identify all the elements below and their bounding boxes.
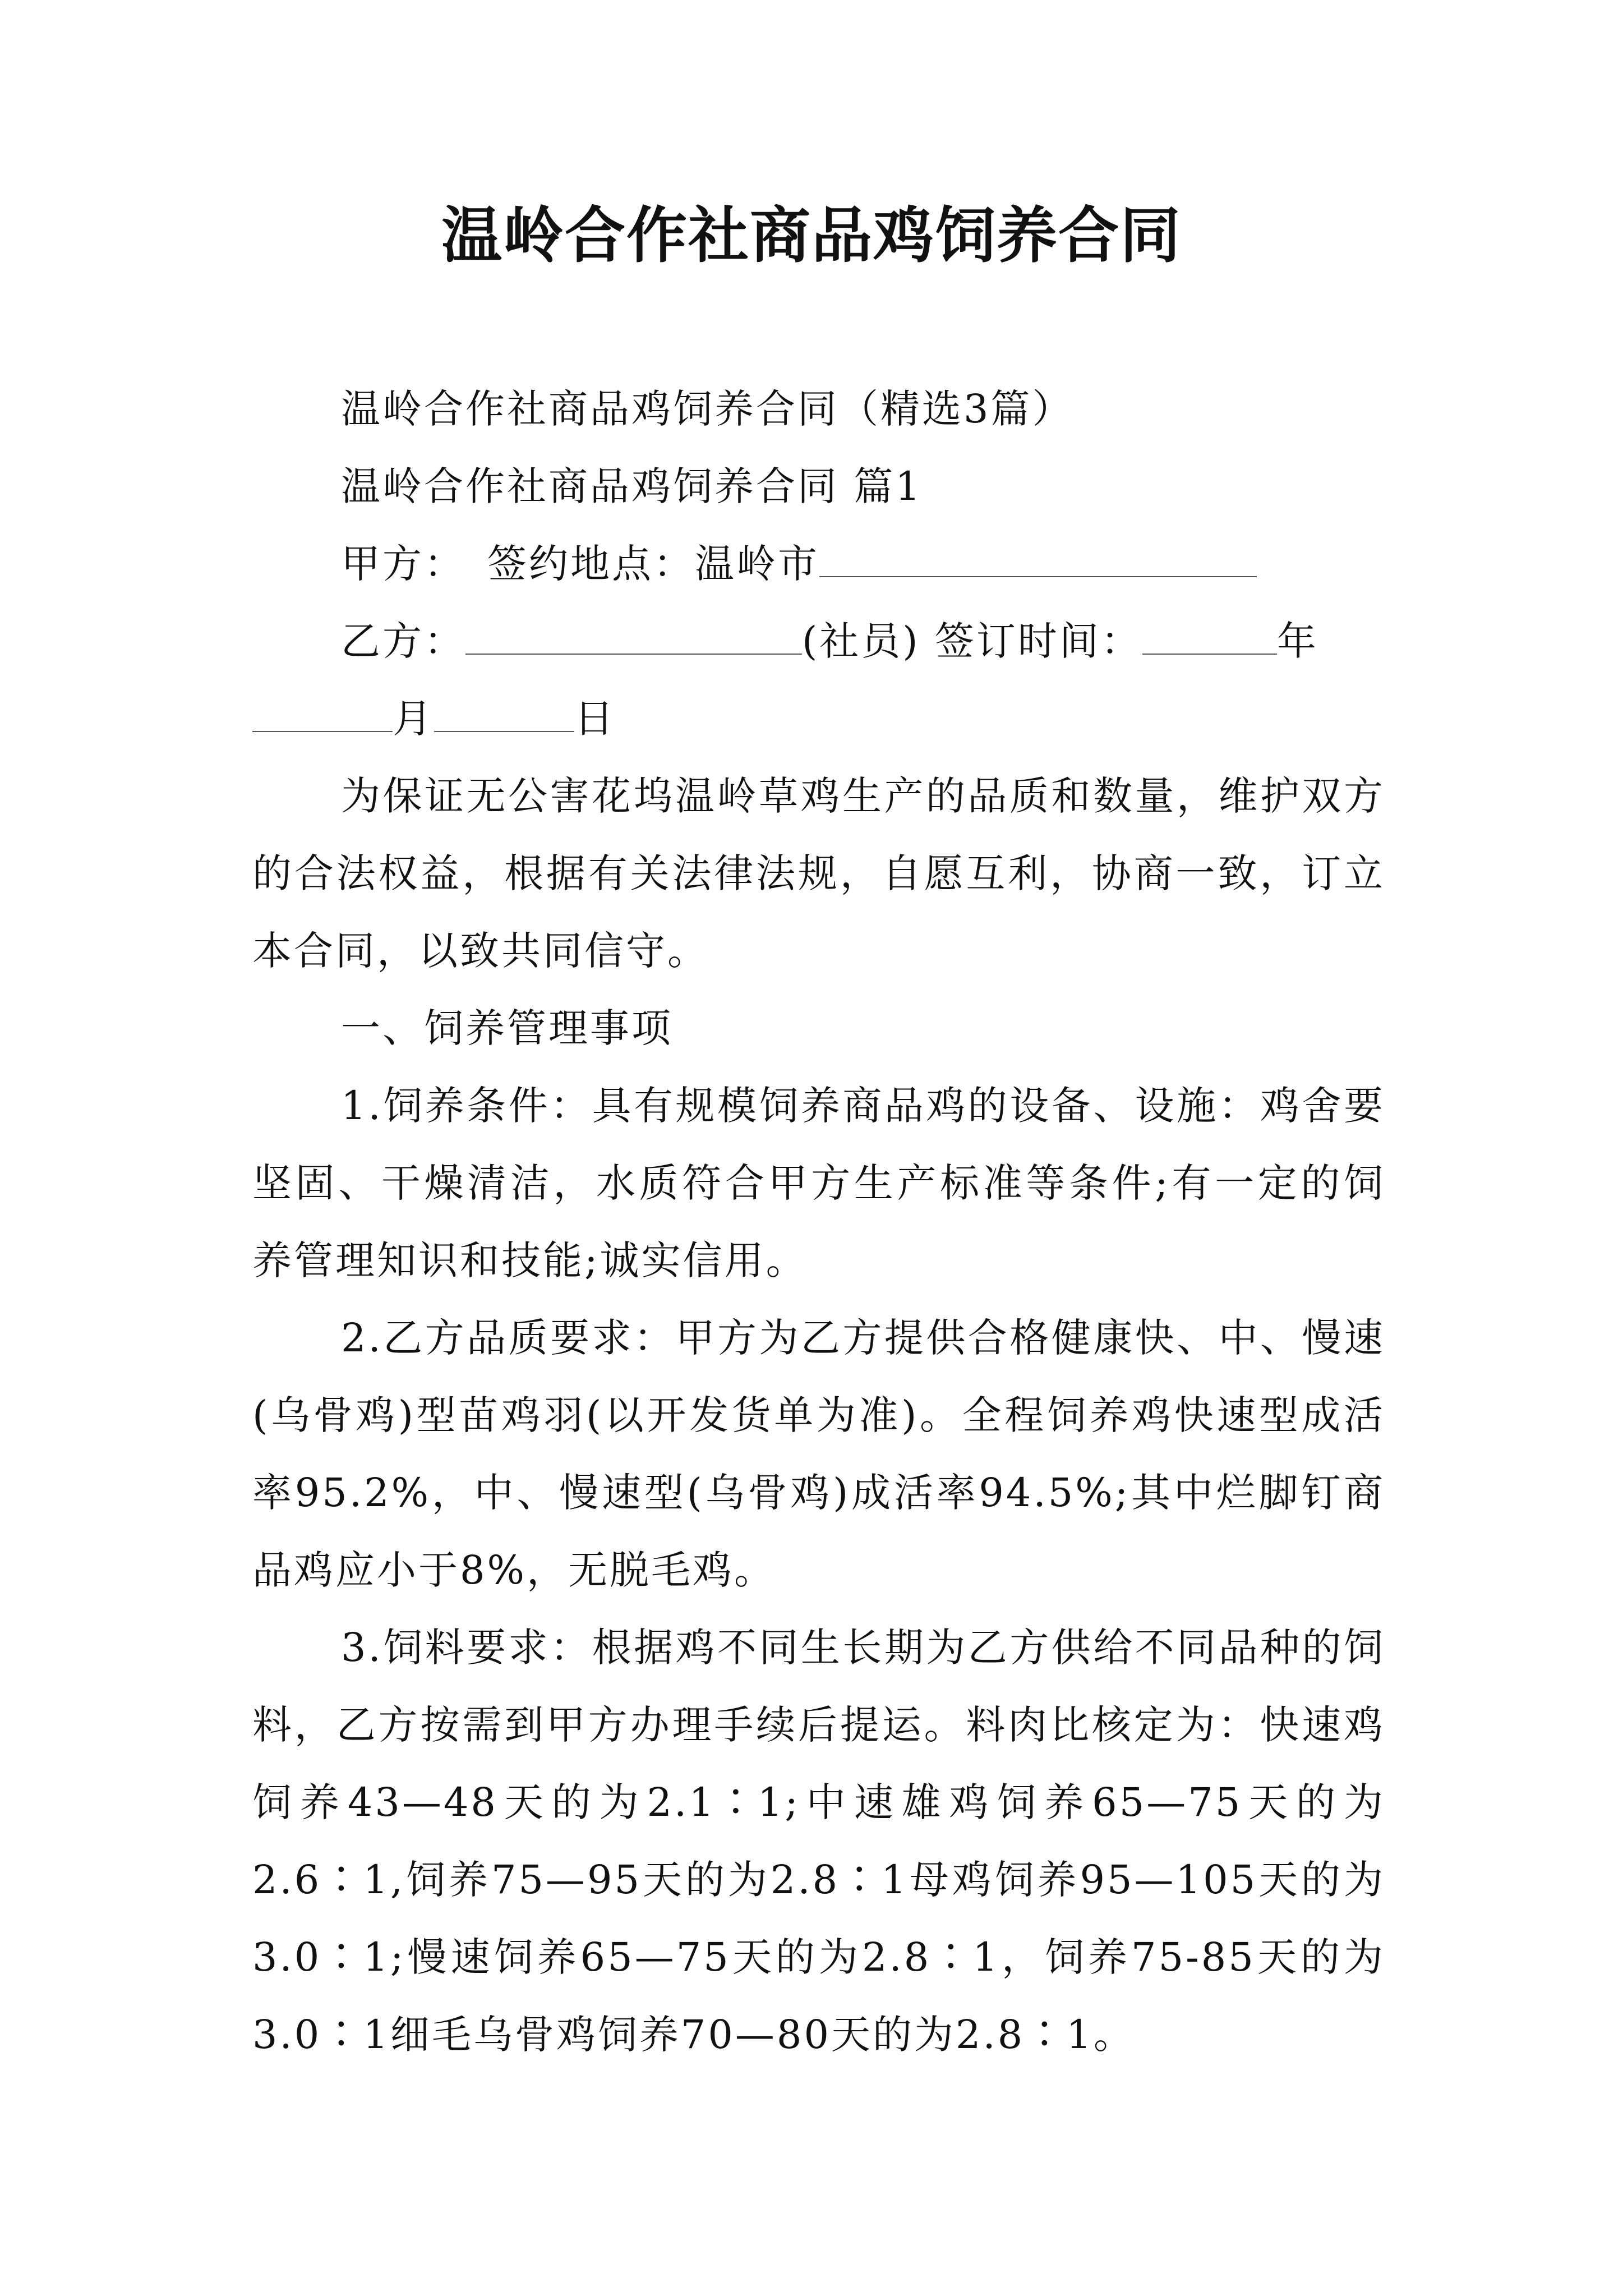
- party-a-line: [252, 525, 1385, 602]
- member-label: (社员) 签订时间：: [802, 618, 1142, 664]
- document-title: 温岭合作社商品鸡饲养合同: [441, 200, 1182, 271]
- party-b-blank: [465, 621, 802, 655]
- day-blank: [434, 698, 574, 732]
- party-a-label: 甲方：: [341, 541, 446, 587]
- month-blank: [252, 698, 393, 732]
- day-label: 日: [574, 696, 616, 742]
- party-b-label: 乙方：: [341, 618, 465, 664]
- month-label: 月: [393, 696, 434, 742]
- sign-place-blank: [819, 544, 1257, 577]
- subtitle: 温岭合作社商品鸡饲养合同（精选3篇）: [341, 386, 1074, 432]
- section-heading: 温岭合作社商品鸡饲养合同 篇1: [341, 463, 923, 509]
- year-label: 年: [1276, 618, 1318, 664]
- clause-2-quality-requirements: 2.乙方品质要求：甲方为乙方提供合格健康快、中、慢速(乌骨鸡)型苗鸡羽(以开发货单为准)。全程饲养鸡快速型成活率95.2%，中、慢速型(乌骨鸡)成活率94.5%;其中烂脚钉商品鸡应小于8%，无脱毛鸡。: [252, 1315, 1385, 1593]
- heading-feeding-management: 一、饲养管理事项: [341, 1005, 673, 1051]
- party-b-line: [252, 602, 1385, 680]
- clause-3-feed-requirements: 3.饲料要求：根据鸡不同生长期为乙方供给不同品种的饲料，乙方按需到甲方办理手续后提运。料肉比核定为：快速鸡饲养43—48天的为2.1∶1;中速雄鸡饲养65—75天的为2.6∶1,饲养75—95天的为2.8∶1母鸡饲养95—105天的为3.0∶1;慢速饲养65—75天的为2.8∶1，饲养75-85天的为3.0∶1细毛乌骨鸡饲养70—80天的为2.8∶1。: [252, 1625, 1385, 2058]
- date-line: [252, 680, 1385, 757]
- clause-1-feeding-conditions: 1.饲养条件：具有规模饲养商品鸡的设备、设施：鸡舍要坚固、干燥清洁，水质符合甲方生产标准等条件;有一定的饲养管理知识和技能;诚实信用。: [252, 1083, 1385, 1283]
- document-body: [252, 370, 1385, 2073]
- intro-paragraph: 为保证无公害花坞温岭草鸡生产的品质和数量，维护双方的合法权益，根据有关法律法规，自愿互利，协商一致，订立本合同，以致共同信守。: [252, 773, 1385, 974]
- sign-place-label: 签约地点：温岭市: [487, 541, 819, 587]
- year-blank: [1142, 621, 1277, 655]
